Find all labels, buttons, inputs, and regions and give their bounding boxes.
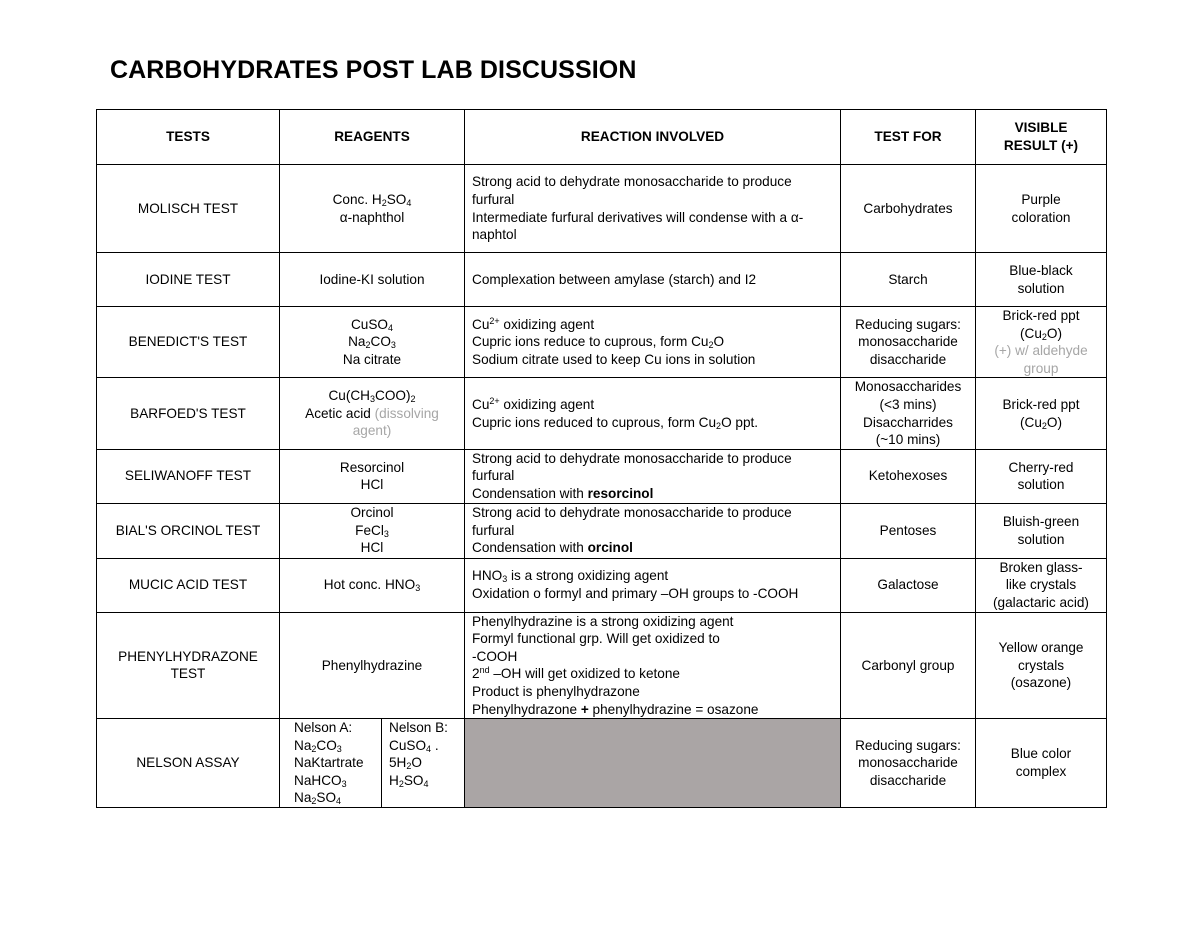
result-cell: Blue-black solution xyxy=(976,253,1107,307)
nelson-b: Nelson B: CuSO$_4$ . $5H_2O$ $H_2SO_4$ xyxy=(389,720,448,789)
test-name: MUCIC ACID TEST xyxy=(97,558,280,612)
reagents-cell: Conc. $H_2SO_4$ α-naphthol xyxy=(280,165,465,253)
header-visible-result: VISIBLE RESULT (+) xyxy=(976,110,1107,165)
table-row xyxy=(97,165,1107,253)
result-cell: Bluish-green solution xyxy=(976,503,1107,558)
table-row xyxy=(97,378,1107,449)
test-for-cell: Ketohexoses xyxy=(841,449,976,503)
nelson-reagents-subtable xyxy=(287,719,457,807)
carbohydrate-tests-table xyxy=(96,109,1107,808)
test-name: BIAL'S ORCINOL TEST xyxy=(97,503,280,558)
table-row xyxy=(97,253,1107,307)
reagents-cell: Hot conc. $HNO_3$ xyxy=(280,558,465,612)
result-cell: Blue color complex xyxy=(976,719,1107,808)
test-for-cell: Reducing sugars: monosaccharide disaccharide xyxy=(841,307,976,378)
test-name: NELSON ASSAY xyxy=(97,719,280,808)
test-name: BARFOED'S TEST xyxy=(97,378,280,449)
nelson-a: Nelson A: $Na_2CO_3$ NaKtartrate NaHCO$_3$ $Na_2SO_4$ xyxy=(287,719,382,807)
test-name: MOLISCH TEST xyxy=(97,165,280,253)
table-row xyxy=(97,449,1107,503)
header-reagents: REAGENTS xyxy=(280,110,465,165)
reaction-cell: Complexation between amylase (starch) and I2 xyxy=(465,253,841,307)
reaction-cell: $Cu^{2+}$ oxidizing agent Cupric ions reduce to cuprous, form $Cu_2O$ Sodium citrate used to keep Cu ions in solution xyxy=(465,307,841,378)
test-name: IODINE TEST xyxy=(97,253,280,307)
reagents-cell: Phenylhydrazine xyxy=(280,612,465,719)
test-for-cell: Monosaccharides (<3 mins) Disaccharrides (~10 mins) xyxy=(841,378,976,449)
result-cell: Brick-red ppt $(Cu_2O)$ xyxy=(976,378,1107,449)
reaction-cell: Strong acid to dehydrate monosaccharide to produce furfural Condensation with orcinol xyxy=(465,503,841,558)
test-name: BENEDICT'S TEST xyxy=(97,307,280,378)
test-for-cell: Carbohydrates xyxy=(841,165,976,253)
result-cell: Purple coloration xyxy=(976,165,1107,253)
test-for-cell: Galactose xyxy=(841,558,976,612)
reaction-cell: $Cu^{2+}$ oxidizing agent Cupric ions reduced to cuprous, form $Cu_2O$ ppt. xyxy=(465,378,841,449)
table-row xyxy=(97,719,1107,808)
reagents-cell: CuSO$_4$ $Na_2CO_3$ Na citrate xyxy=(280,307,465,378)
header-test-for: TEST FOR xyxy=(841,110,976,165)
result-cell: Yellow orange crystals (osazone) xyxy=(976,612,1107,719)
table-row xyxy=(97,612,1107,719)
header-tests: TESTS xyxy=(97,110,280,165)
test-for-cell: Carbonyl group xyxy=(841,612,976,719)
reagents-cell: Orcinol FeCl$_3$ HCl xyxy=(280,503,465,558)
test-name: SELIWANOFF TEST xyxy=(97,449,280,503)
table-row xyxy=(97,558,1107,612)
reaction-cell: Phenylhydrazine is a strong oxidizing agent Formyl functional grp. Will get oxidized to -COOH 2nd –OH will get oxidized to ketone Product is phenylhydrazone Phenylhydrazone + phenylhydrazine = osazone xyxy=(465,612,841,719)
test-for-cell: Reducing sugars: monosaccharide disaccharide xyxy=(841,719,976,808)
reagents-cell: $Cu(CH_3COO)_2$ Acetic acid (dissolving agent) xyxy=(280,378,465,449)
result-cell: Broken glass- like crystals (galactaric acid) xyxy=(976,558,1107,612)
table-row xyxy=(97,503,1107,558)
page-title: CARBOHYDRATES POST LAB DISCUSSION xyxy=(110,56,637,84)
reaction-cell: $HNO_3$ is a strong oxidizing agent Oxidation o formyl and primary –OH groups to -COOH xyxy=(465,558,841,612)
header-reaction: REACTION INVOLVED xyxy=(465,110,841,165)
table-row xyxy=(97,307,1107,378)
header-row xyxy=(97,110,1107,165)
result-cell: Cherry-red solution xyxy=(976,449,1107,503)
reaction-cell-shaded xyxy=(465,719,841,808)
reagents-cell: Iodine-KI solution xyxy=(280,253,465,307)
test-for-cell: Starch xyxy=(841,253,976,307)
result-cell: Brick-red ppt $(Cu_2O)$ (+) w/ aldehyde group xyxy=(976,307,1107,378)
test-name: PHENYLHYDRAZONE TEST xyxy=(97,612,280,719)
reaction-cell: Strong acid to dehydrate monosaccharide to produce furfural Condensation with resorcinol xyxy=(465,449,841,503)
test-for-cell: Pentoses xyxy=(841,503,976,558)
reagents-cell: Resorcinol HCl xyxy=(280,449,465,503)
reaction-cell: Strong acid to dehydrate monosaccharide to produce furfural Intermediate furfural derivatives will condense with a α-naphtol xyxy=(465,165,841,253)
reagents-cell xyxy=(280,719,465,808)
